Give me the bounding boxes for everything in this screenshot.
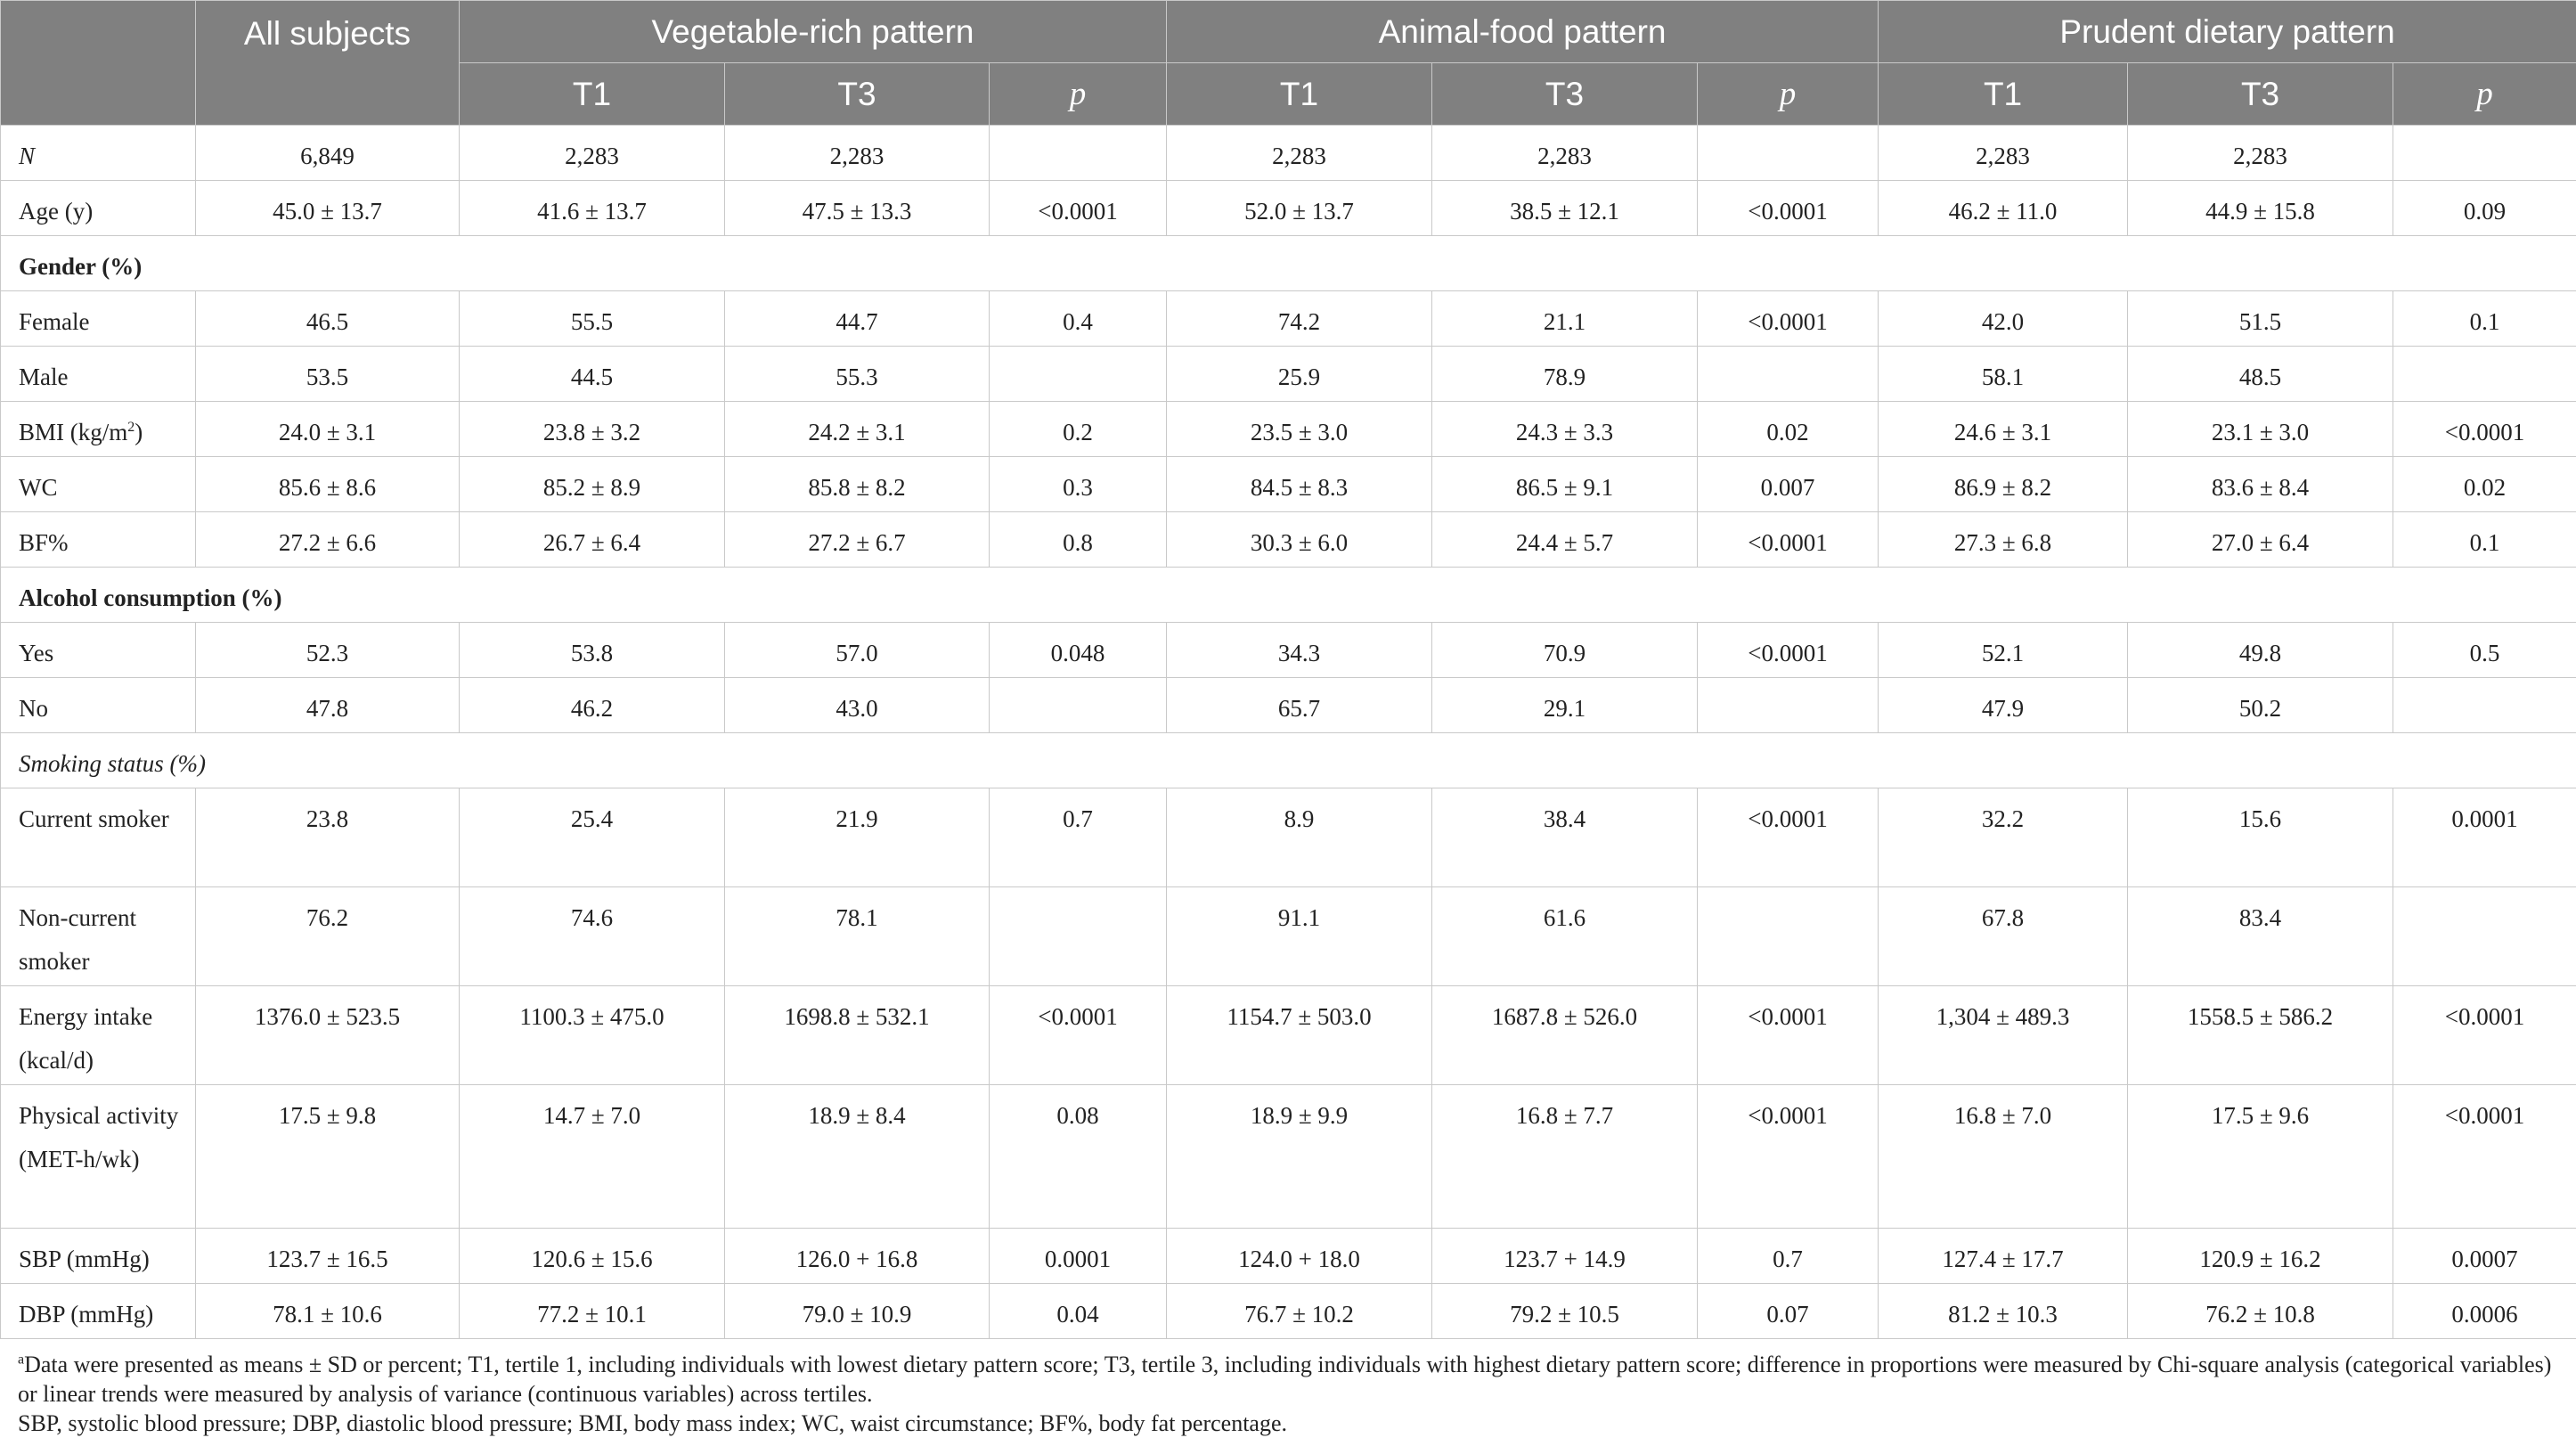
row-label — [1, 788, 196, 887]
table-cell: 124.0 + 18.0 — [1167, 1229, 1432, 1284]
table-cell: <0.0001 — [990, 181, 1167, 236]
table-cell: 27.3 ± 6.8 — [1879, 512, 2128, 568]
table-cell: 57.0 — [725, 623, 990, 678]
table-cell: 67.8 — [1879, 887, 2128, 986]
header-t3: T3 — [1432, 63, 1698, 126]
header-p: p — [990, 63, 1167, 126]
table-cell: 27.2 ± 6.7 — [725, 512, 990, 568]
table-cell: 27.0 ± 6.4 — [2128, 512, 2393, 568]
row-label-text: Gender (%) — [19, 253, 143, 280]
table-cell: 26.7 ± 6.4 — [460, 512, 725, 568]
table-cell: 52.0 ± 13.7 — [1167, 181, 1432, 236]
table-cell: 2,283 — [1167, 126, 1432, 181]
header-group-animal: Animal-food pattern — [1167, 1, 1879, 63]
table-cell: 49.8 — [2128, 623, 2393, 678]
table-cell — [990, 887, 1167, 986]
table-cell: 46.5 — [196, 291, 460, 347]
table-cell: 41.6 ± 13.7 — [460, 181, 725, 236]
table-cell: 74.6 — [460, 887, 725, 986]
table-cell: 79.2 ± 10.5 — [1432, 1284, 1698, 1339]
footnote-abbreviations: SBP, systolic blood pressure; DBP, diastolic blood pressure; BMI, body mass index; WC, waist circumstance; BF%, body fat percentage. — [18, 1410, 1288, 1436]
table-cell: 1558.5 ± 586.2 — [2128, 986, 2393, 1085]
table-cell: 0.0006 — [2393, 1284, 2576, 1339]
table-cell: 1154.7 ± 503.0 — [1167, 986, 1432, 1085]
row-label — [1, 291, 196, 347]
table-cell: 17.5 ± 9.8 — [196, 1085, 460, 1229]
table-cell: 0.09 — [2393, 181, 2576, 236]
table-cell: 0.2 — [990, 402, 1167, 457]
table-cell — [2393, 347, 2576, 402]
table-body — [1, 126, 2576, 1339]
table-cell: 43.0 — [725, 678, 990, 733]
header-t1: T1 — [460, 63, 725, 126]
table-cell: 55.5 — [460, 291, 725, 347]
row-label — [1, 126, 196, 181]
table-cell: 83.6 ± 8.4 — [2128, 457, 2393, 512]
row-label — [1, 678, 196, 733]
table-row — [1, 402, 2576, 457]
row-label-text: Female — [19, 308, 90, 335]
table-cell: 44.9 ± 15.8 — [2128, 181, 2393, 236]
row-label-text: N — [19, 143, 36, 169]
table-cell: 91.1 — [1167, 887, 1432, 986]
section-row — [1, 236, 2576, 291]
table-cell: 44.5 — [460, 347, 725, 402]
table-cell: 61.6 — [1432, 887, 1698, 986]
table-cell: 78.1 — [725, 887, 990, 986]
table-cell: 2,283 — [725, 126, 990, 181]
table-row — [1, 126, 2576, 181]
row-label-superscript: 2 — [127, 420, 135, 435]
table-cell: 2,283 — [2128, 126, 2393, 181]
table-cell: 0.04 — [990, 1284, 1167, 1339]
header-t1: T1 — [1167, 63, 1432, 126]
header-group-prudent: Prudent dietary pattern — [1879, 1, 2576, 63]
section-label — [1, 568, 2576, 623]
table-cell: 0.1 — [2393, 291, 2576, 347]
table-cell: <0.0001 — [1698, 788, 1879, 887]
table-cell: 32.2 — [1879, 788, 2128, 887]
table-cell: 47.9 — [1879, 678, 2128, 733]
table-cell: 0.0007 — [2393, 1229, 2576, 1284]
row-label — [1, 347, 196, 402]
row-label-text: Alcohol consumption (%) — [19, 584, 282, 611]
table-cell: 0.02 — [2393, 457, 2576, 512]
row-label — [1, 1284, 196, 1339]
table-cell: 14.7 ± 7.0 — [460, 1085, 725, 1229]
row-label-suffix: ) — [135, 419, 143, 445]
table-cell: <0.0001 — [2393, 1085, 2576, 1229]
table-row — [1, 887, 2576, 986]
table-row — [1, 986, 2576, 1085]
table-cell: 23.5 ± 3.0 — [1167, 402, 1432, 457]
table-cell: 51.5 — [2128, 291, 2393, 347]
table-cell: 2,283 — [1879, 126, 2128, 181]
row-label-text: No — [19, 695, 48, 722]
row-label-text: DBP (mmHg) — [19, 1301, 154, 1328]
table-cell — [2393, 887, 2576, 986]
table-cell: 24.6 ± 3.1 — [1879, 402, 2128, 457]
table-cell: 65.7 — [1167, 678, 1432, 733]
header-t3: T3 — [2128, 63, 2393, 126]
header-blank — [1, 1, 196, 126]
table-cell — [1698, 347, 1879, 402]
table-cell — [990, 347, 1167, 402]
table-cell: 44.7 — [725, 291, 990, 347]
table-cell: 0.08 — [990, 1085, 1167, 1229]
table-cell: 24.0 ± 3.1 — [196, 402, 460, 457]
table-cell: 15.6 — [2128, 788, 2393, 887]
row-label-text: Male — [19, 364, 69, 390]
section-row — [1, 733, 2576, 788]
table-cell: 52.3 — [196, 623, 460, 678]
table-cell: 18.9 ± 8.4 — [725, 1085, 990, 1229]
table-cell: 76.2 ± 10.8 — [2128, 1284, 2393, 1339]
table-cell: <0.0001 — [1698, 623, 1879, 678]
table-cell: 0.1 — [2393, 512, 2576, 568]
table-cell: 27.2 ± 6.6 — [196, 512, 460, 568]
table-cell: 53.5 — [196, 347, 460, 402]
table-cell: 2,283 — [460, 126, 725, 181]
header-t1: T1 — [1879, 63, 2128, 126]
table-cell: 1100.3 ± 475.0 — [460, 986, 725, 1085]
table-cell: <0.0001 — [990, 986, 1167, 1085]
table-row — [1, 457, 2576, 512]
section-row — [1, 568, 2576, 623]
row-label — [1, 986, 196, 1085]
table-cell: 0.7 — [1698, 1229, 1879, 1284]
table-cell: 1698.8 ± 532.1 — [725, 986, 990, 1085]
table-cell: 38.5 ± 12.1 — [1432, 181, 1698, 236]
table-cell: 0.048 — [990, 623, 1167, 678]
row-label-text: Current smoker — [19, 805, 169, 832]
row-label — [1, 402, 196, 457]
table-cell: 126.0 + 16.8 — [725, 1229, 990, 1284]
header-p: p — [1698, 63, 1879, 126]
row-label — [1, 1085, 196, 1229]
table-cell: 76.7 ± 10.2 — [1167, 1284, 1432, 1339]
table-cell: 0.4 — [990, 291, 1167, 347]
table-cell: 78.1 ± 10.6 — [196, 1284, 460, 1339]
row-label — [1, 887, 196, 986]
header-group-vegetable: Vegetable-rich pattern — [460, 1, 1167, 63]
row-label-text: BF% — [19, 529, 69, 556]
header-t3: T3 — [725, 63, 990, 126]
table-cell: 84.5 ± 8.3 — [1167, 457, 1432, 512]
table-cell: 38.4 — [1432, 788, 1698, 887]
table-row — [1, 678, 2576, 733]
table-cell: 2,283 — [1432, 126, 1698, 181]
table-cell: 0.02 — [1698, 402, 1879, 457]
table-cell: 86.5 ± 9.1 — [1432, 457, 1698, 512]
footnote-methods — [18, 1350, 2556, 1409]
table-row — [1, 1085, 2576, 1229]
table-cell: 79.0 ± 10.9 — [725, 1284, 990, 1339]
row-label-text: Smoking status (%) — [19, 750, 206, 777]
table-cell: 16.8 ± 7.0 — [1879, 1085, 2128, 1229]
table-cell: 74.2 — [1167, 291, 1432, 347]
table-cell: 34.3 — [1167, 623, 1432, 678]
table-cell: 16.8 ± 7.7 — [1432, 1085, 1698, 1229]
table-cell: 123.7 + 14.9 — [1432, 1229, 1698, 1284]
table-cell: <0.0001 — [2393, 402, 2576, 457]
section-label — [1, 236, 2576, 291]
row-label — [1, 457, 196, 512]
row-label — [1, 181, 196, 236]
table-cell: 25.4 — [460, 788, 725, 887]
table-cell: 77.2 ± 10.1 — [460, 1284, 725, 1339]
row-label-text: Non-current smoker — [19, 904, 136, 975]
table-cell: 42.0 — [1879, 291, 2128, 347]
table-cell: 24.4 ± 5.7 — [1432, 512, 1698, 568]
table-cell — [2393, 678, 2576, 733]
table-cell: 53.8 — [460, 623, 725, 678]
table-cell: <0.0001 — [2393, 986, 2576, 1085]
footnote-mark: a — [18, 1352, 25, 1368]
footnote-text: Data were presented as means ± SD or percent; T1, tertile 1, including individuals with lowest dietary pattern score; T3, tertile 3, including individuals with highest dietary pattern score; difference in proportions were measured by Chi-square analysis (categorical variables) or linear trends were measured by analysis of variance (continuous variables) across tertiles. — [18, 1352, 2552, 1407]
header-p: p — [2393, 63, 2576, 126]
table-cell: 0.07 — [1698, 1284, 1879, 1339]
table-row — [1, 181, 2576, 236]
table-cell: 46.2 — [460, 678, 725, 733]
table-cell: <0.0001 — [1698, 181, 1879, 236]
header-all-subjects: All subjects — [196, 1, 460, 126]
table-cell: 8.9 — [1167, 788, 1432, 887]
section-label — [1, 733, 2576, 788]
table-cell — [2393, 126, 2576, 181]
table-cell — [990, 678, 1167, 733]
table-cell: 50.2 — [2128, 678, 2393, 733]
table-row — [1, 623, 2576, 678]
table-row — [1, 512, 2576, 568]
table-cell: <0.0001 — [1698, 291, 1879, 347]
row-label-text: Age (y) — [19, 198, 94, 225]
table-cell: 23.8 ± 3.2 — [460, 402, 725, 457]
row-label — [1, 1229, 196, 1284]
table-cell: 0.8 — [990, 512, 1167, 568]
table-cell: <0.0001 — [1698, 986, 1879, 1085]
table-row — [1, 788, 2576, 887]
table-cell: 48.5 — [2128, 347, 2393, 402]
table-cell: 29.1 — [1432, 678, 1698, 733]
table-cell: 76.2 — [196, 887, 460, 986]
table-cell: 25.9 — [1167, 347, 1432, 402]
table-cell: 123.7 ± 16.5 — [196, 1229, 460, 1284]
table-cell: <0.0001 — [1698, 512, 1879, 568]
row-label-text: Physical activity (MET-h/wk) — [19, 1102, 179, 1172]
table-cell: 46.2 ± 11.0 — [1879, 181, 2128, 236]
table-cell: 78.9 — [1432, 347, 1698, 402]
row-label — [1, 512, 196, 568]
table-cell: 52.1 — [1879, 623, 2128, 678]
row-label-text: WC — [19, 474, 58, 501]
table-cell: 81.2 ± 10.3 — [1879, 1284, 2128, 1339]
table-cell: 83.4 — [2128, 887, 2393, 986]
row-label — [1, 623, 196, 678]
table-cell: 85.8 ± 8.2 — [725, 457, 990, 512]
table-cell: 0.5 — [2393, 623, 2576, 678]
table-cell — [1698, 126, 1879, 181]
table-cell: 86.9 ± 8.2 — [1879, 457, 2128, 512]
table-cell: 127.4 ± 17.7 — [1879, 1229, 2128, 1284]
row-label-text: Yes — [19, 640, 54, 666]
table-cell: 47.8 — [196, 678, 460, 733]
table-cell: 120.9 ± 16.2 — [2128, 1229, 2393, 1284]
table-cell — [990, 126, 1167, 181]
table-cell: 58.1 — [1879, 347, 2128, 402]
table-cell: 1,304 ± 489.3 — [1879, 986, 2128, 1085]
table-cell: 0.0001 — [2393, 788, 2576, 887]
table-row — [1, 1284, 2576, 1339]
table-cell: 21.1 — [1432, 291, 1698, 347]
table-cell: 85.2 ± 8.9 — [460, 457, 725, 512]
row-label-text: SBP (mmHg) — [19, 1246, 150, 1272]
table-cell — [1698, 678, 1879, 733]
table-cell: 45.0 ± 13.7 — [196, 181, 460, 236]
table-cell: 6,849 — [196, 126, 460, 181]
table-cell: 0.007 — [1698, 457, 1879, 512]
table-cell: 120.6 ± 15.6 — [460, 1229, 725, 1284]
table-row — [1, 1229, 2576, 1284]
table-cell: 18.9 ± 9.9 — [1167, 1085, 1432, 1229]
table-cell: 85.6 ± 8.6 — [196, 457, 460, 512]
table-cell: 47.5 ± 13.3 — [725, 181, 990, 236]
table-cell: 21.9 — [725, 788, 990, 887]
row-label-text: BMI (kg/m — [19, 419, 128, 445]
table-cell: 24.3 ± 3.3 — [1432, 402, 1698, 457]
table-row — [1, 291, 2576, 347]
table-cell: 0.3 — [990, 457, 1167, 512]
table-cell: 0.7 — [990, 788, 1167, 887]
table-cell: 17.5 ± 9.6 — [2128, 1085, 2393, 1229]
table-cell: 70.9 — [1432, 623, 1698, 678]
table-cell: 55.3 — [725, 347, 990, 402]
table-cell: 1687.8 ± 526.0 — [1432, 986, 1698, 1085]
table-cell: 30.3 ± 6.0 — [1167, 512, 1432, 568]
table-cell: 23.1 ± 3.0 — [2128, 402, 2393, 457]
table-row — [1, 347, 2576, 402]
table-cell: <0.0001 — [1698, 1085, 1879, 1229]
table-cell: 24.2 ± 3.1 — [725, 402, 990, 457]
table-cell: 0.0001 — [990, 1229, 1167, 1284]
table-cell: 1376.0 ± 523.5 — [196, 986, 460, 1085]
table-cell: 23.8 — [196, 788, 460, 887]
table-cell — [1698, 887, 1879, 986]
row-label-text: Energy intake (kcal/d) — [19, 1003, 153, 1074]
